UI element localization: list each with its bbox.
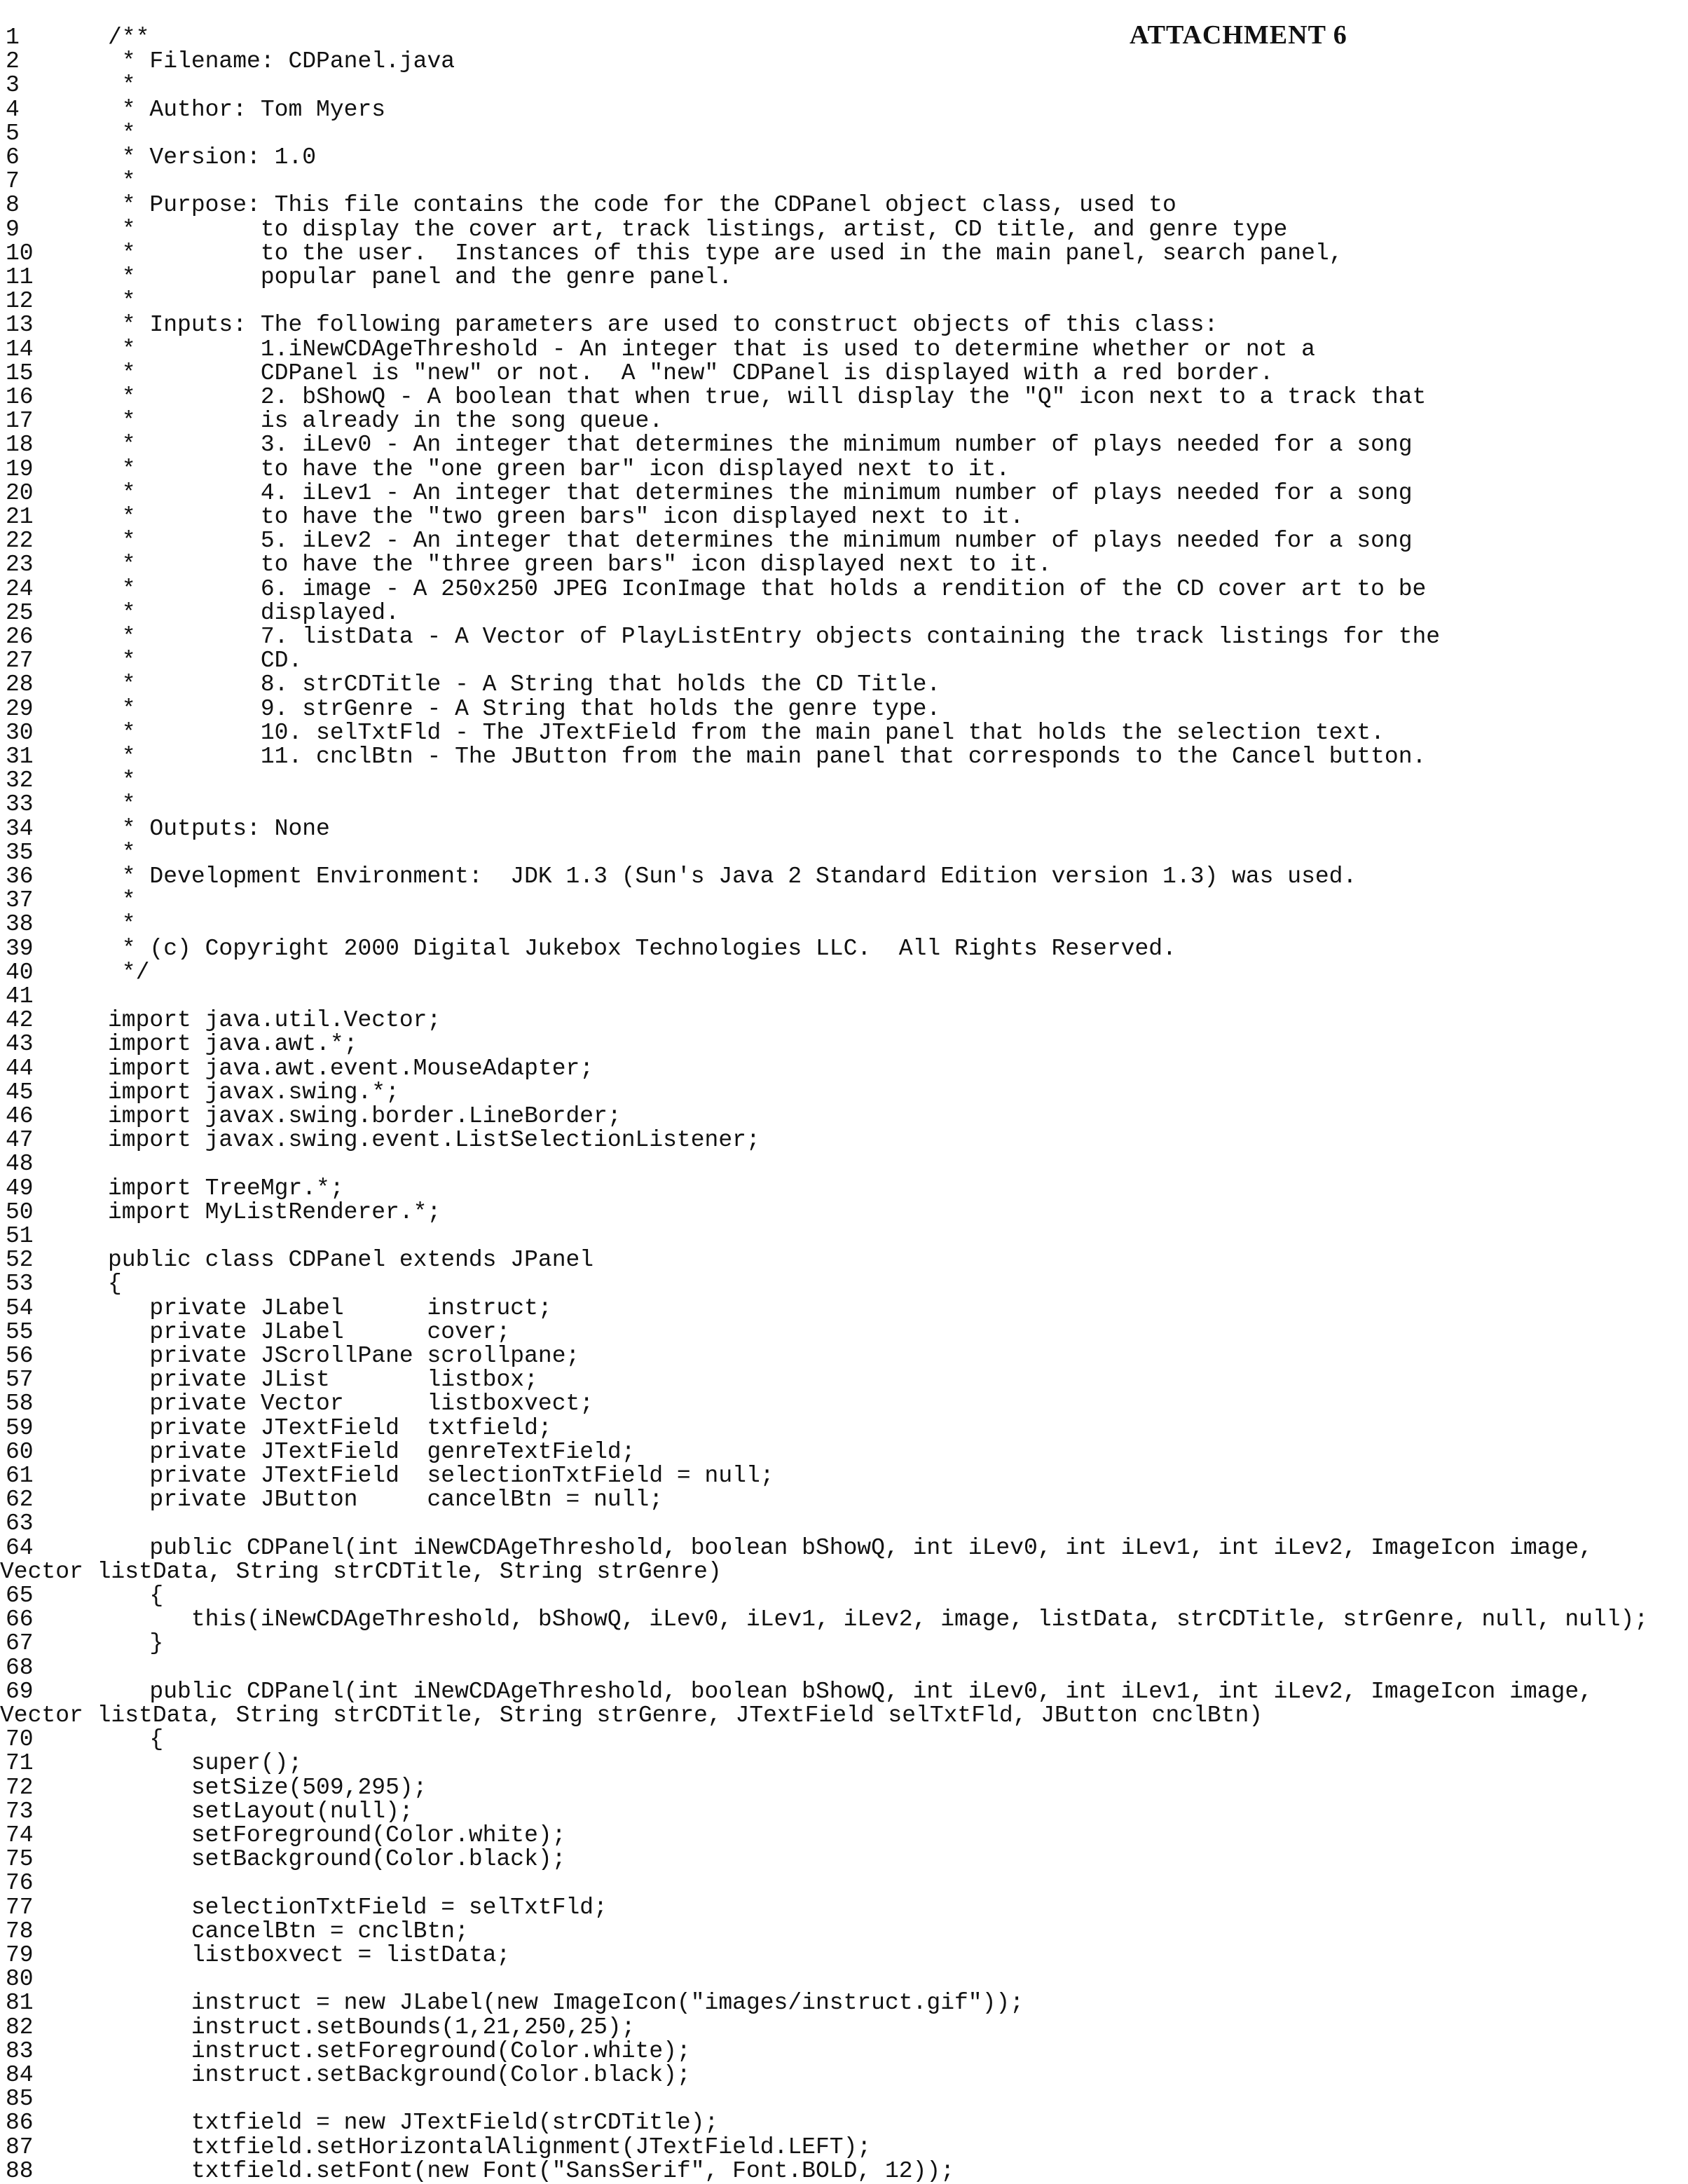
code-line	[0, 1201, 1688, 1224]
code-text: super();	[108, 1752, 302, 1775]
line-number: 56	[6, 1344, 34, 1368]
code-text: * Filename: CDPanel.java	[108, 50, 455, 74]
line-number: 32	[6, 769, 34, 793]
code-text: * Outputs: None	[108, 817, 330, 841]
code-text: private JLabel instruct;	[108, 1297, 552, 1320]
line-number: 2	[6, 50, 20, 74]
code-text: * to display the cover art, track listings, artist, CD title, and genre type	[108, 218, 1287, 242]
code-text: private JTextField txtfield;	[108, 1417, 552, 1440]
line-number: 13	[6, 313, 34, 337]
code-line	[0, 1224, 1688, 1248]
code-line	[0, 553, 1688, 577]
code-line	[0, 1656, 1688, 1680]
code-line	[0, 1464, 1688, 1488]
code-text: * CD.	[108, 649, 302, 673]
code-line	[0, 1248, 1688, 1272]
code-text: txtfield.setHorizontalAlignment(JTextField.LEFT);	[108, 2136, 871, 2159]
code-line	[0, 817, 1688, 841]
line-number: 84	[6, 2063, 34, 2087]
line-number: 53	[6, 1272, 34, 1296]
code-line	[0, 1752, 1688, 1775]
code-text: * to the user. Instances of this type are used in the main panel, search panel,	[108, 242, 1343, 266]
code-line-continuation	[0, 1560, 1688, 1584]
code-line	[0, 1776, 1688, 1800]
line-number: 10	[6, 242, 34, 266]
code-line	[0, 1488, 1688, 1512]
code-text: txtfield = new JTextField(strCDTitle);	[108, 2111, 718, 2135]
code-text: import MyListRenderer.*;	[108, 1201, 441, 1224]
code-line	[0, 937, 1688, 961]
line-number: 40	[6, 961, 34, 985]
line-number: 29	[6, 697, 34, 721]
code-text: public CDPanel(int iNewCDAgeThreshold, boolean bShowQ, int iLev0, int iLev1, int iLev2, ImageIcon image,	[108, 1680, 1593, 1704]
code-line	[0, 1824, 1688, 1848]
code-line	[0, 122, 1688, 146]
code-line	[0, 1057, 1688, 1081]
code-text: private JLabel cover;	[108, 1320, 510, 1344]
code-line	[0, 1512, 1688, 1536]
line-number: 79	[6, 1944, 34, 1967]
line-number: 19	[6, 458, 34, 482]
line-number: 48	[6, 1152, 34, 1176]
code-line	[0, 649, 1688, 673]
code-line	[0, 1081, 1688, 1105]
code-line	[0, 1177, 1688, 1201]
code-line	[0, 1272, 1688, 1296]
line-number: 14	[6, 338, 34, 362]
code-line	[0, 26, 1688, 50]
line-number: 12	[6, 289, 34, 313]
code-text: * 9. strGenre - A String that holds the genre type.	[108, 697, 940, 721]
code-text: * 3. iLev0 - An integer that determines the minimum number of plays needed for a song	[108, 433, 1413, 457]
line-number: 3	[6, 74, 20, 97]
code-line	[0, 1392, 1688, 1416]
code-line	[0, 385, 1688, 409]
code-line	[0, 985, 1688, 1009]
code-text: setSize(509,295);	[108, 1776, 427, 1800]
code-text: * 8. strCDTitle - A String that holds the CD Title.	[108, 673, 940, 697]
code-line	[0, 889, 1688, 913]
code-line	[0, 362, 1688, 385]
code-line	[0, 146, 1688, 170]
line-number: 69	[6, 1680, 34, 1704]
line-number: 81	[6, 1991, 34, 2015]
code-text: * 1.iNewCDAgeThreshold - An integer that is used to determine whether or not a	[108, 338, 1315, 362]
code-line	[0, 625, 1688, 649]
line-number: 46	[6, 1105, 34, 1128]
code-line	[0, 1896, 1688, 1920]
line-number: 33	[6, 793, 34, 817]
code-text: {	[108, 1272, 122, 1296]
line-number: 71	[6, 1752, 34, 1775]
code-text: *	[108, 74, 136, 97]
line-number: 57	[6, 1368, 34, 1392]
code-text: *	[108, 289, 136, 313]
code-line	[0, 2087, 1688, 2111]
code-text: * Purpose: This file contains the code for the CDPanel object class, used to	[108, 193, 1176, 217]
code-line	[0, 193, 1688, 217]
line-number: 35	[6, 841, 34, 865]
code-line	[0, 338, 1688, 362]
code-line	[0, 841, 1688, 865]
code-line	[0, 961, 1688, 985]
line-number: 39	[6, 937, 34, 961]
code-text: import javax.swing.border.LineBorder;	[108, 1105, 622, 1128]
line-number: 1	[6, 26, 20, 50]
code-text: * Inputs: The following parameters are used to construct objects of this class:	[108, 313, 1218, 337]
line-number: 17	[6, 409, 34, 433]
line-number: 70	[6, 1728, 34, 1752]
code-text: import java.awt.*;	[108, 1032, 357, 1056]
code-text: import TreeMgr.*;	[108, 1177, 344, 1201]
code-text: listboxvect = listData;	[108, 1944, 510, 1967]
code-text: private JTextField selectionTxtField = null;	[108, 1464, 774, 1488]
code-text: * displayed.	[108, 601, 399, 625]
code-text: *	[108, 793, 136, 817]
code-text: import java.util.Vector;	[108, 1009, 441, 1032]
code-line	[0, 458, 1688, 482]
line-number: 66	[6, 1608, 34, 1632]
line-number: 88	[6, 2159, 34, 2183]
code-line	[0, 529, 1688, 553]
code-text: private JTextField genreTextField;	[108, 1440, 636, 1464]
line-number: 47	[6, 1128, 34, 1152]
code-text: instruct.setForeground(Color.white);	[108, 2040, 691, 2063]
code-text: * to have the "three green bars" icon displayed next to it.	[108, 553, 1052, 577]
code-line	[0, 409, 1688, 433]
line-number: 28	[6, 673, 34, 697]
line-number: 26	[6, 625, 34, 649]
code-line	[0, 433, 1688, 457]
code-line	[0, 482, 1688, 505]
line-number: 50	[6, 1201, 34, 1224]
line-number: 55	[6, 1320, 34, 1344]
code-text: * 7. listData - A Vector of PlayListEntry objects containing the track listings for the	[108, 625, 1440, 649]
code-text: cancelBtn = cnclBtn;	[108, 1920, 469, 1944]
code-line	[0, 1920, 1688, 1944]
line-number: 11	[6, 266, 34, 289]
code-text: * Author: Tom Myers	[108, 98, 385, 122]
code-line	[0, 313, 1688, 337]
code-line	[0, 218, 1688, 242]
code-text: * is already in the song queue.	[108, 409, 663, 433]
code-text: instruct = new JLabel(new ImageIcon("images/instruct.gif"));	[108, 1991, 1024, 2015]
line-number: 82	[6, 2016, 34, 2040]
code-line	[0, 1344, 1688, 1368]
code-text: *	[108, 913, 136, 936]
code-text: * Development Environment: JDK 1.3 (Sun's Java 2 Standard Edition version 1.3) was used.	[108, 865, 1357, 889]
line-number: 22	[6, 529, 34, 553]
code-line	[0, 769, 1688, 793]
code-text: *	[108, 889, 136, 913]
line-number: 77	[6, 1896, 34, 1920]
line-number: 41	[6, 985, 34, 1009]
code-line	[0, 1105, 1688, 1128]
code-text: private JScrollPane scrollpane;	[108, 1344, 579, 1368]
code-text: * to have the "one green bar" icon displayed next to it.	[108, 458, 1010, 482]
line-number: 73	[6, 1800, 34, 1824]
code-line	[0, 2159, 1688, 2183]
code-line	[0, 98, 1688, 122]
line-number: 83	[6, 2040, 34, 2063]
code-line	[0, 1800, 1688, 1824]
code-line	[0, 74, 1688, 97]
line-number: 68	[6, 1656, 34, 1680]
code-line	[0, 1608, 1688, 1632]
code-line	[0, 1440, 1688, 1464]
line-number: 8	[6, 193, 20, 217]
code-line	[0, 721, 1688, 745]
line-number: 86	[6, 2111, 34, 2135]
line-number: 38	[6, 913, 34, 936]
code-line	[0, 2016, 1688, 2040]
code-line	[0, 865, 1688, 889]
code-text: * 5. iLev2 - An integer that determines the minimum number of plays needed for a song	[108, 529, 1413, 553]
line-number: 74	[6, 1824, 34, 1848]
code-text: }	[108, 1632, 163, 1656]
line-number: 21	[6, 505, 34, 529]
code-text: * 10. selTxtFld - The JTextField from the main panel that holds the selection text.	[108, 721, 1385, 745]
code-text: * to have the "two green bars" icon displayed next to it.	[108, 505, 1024, 529]
code-line	[0, 1009, 1688, 1032]
line-number: 52	[6, 1248, 34, 1272]
code-text: */	[108, 961, 149, 985]
line-number: 16	[6, 385, 34, 409]
line-number: 85	[6, 2087, 34, 2111]
code-line	[0, 170, 1688, 193]
line-number: 54	[6, 1297, 34, 1320]
line-number: 45	[6, 1081, 34, 1105]
line-number: 63	[6, 1512, 34, 1536]
code-line	[0, 673, 1688, 697]
code-text: setLayout(null);	[108, 1800, 413, 1824]
line-number: 31	[6, 745, 34, 769]
code-text-continuation: Vector listData, String strCDTitle, String strGenre)	[0, 1560, 722, 1584]
code-line	[0, 1871, 1688, 1895]
code-text: {	[108, 1584, 163, 1608]
line-number: 42	[6, 1009, 34, 1032]
code-text: private JButton cancelBtn = null;	[108, 1488, 663, 1512]
line-number: 78	[6, 1920, 34, 1944]
code-line	[0, 2111, 1688, 2135]
code-text: *	[108, 769, 136, 793]
code-text: *	[108, 841, 136, 865]
line-number: 87	[6, 2136, 34, 2159]
line-number: 65	[6, 1584, 34, 1608]
code-text: * 2. bShowQ - A boolean that when true, will display the "Q" icon next to a track that	[108, 385, 1426, 409]
code-line	[0, 2063, 1688, 2087]
code-line	[0, 1991, 1688, 2015]
line-number: 61	[6, 1464, 34, 1488]
code-text: this(iNewCDAgeThreshold, bShowQ, iLev0, iLev1, iLev2, image, listData, strCDTitle, strGenre, null, null);	[108, 1608, 1648, 1632]
line-number: 36	[6, 865, 34, 889]
line-number: 58	[6, 1392, 34, 1416]
code-line	[0, 50, 1688, 74]
line-number: 43	[6, 1032, 34, 1056]
code-text: selectionTxtField = selTxtFld;	[108, 1896, 608, 1920]
line-number: 75	[6, 1848, 34, 1871]
code-text: public class CDPanel extends JPanel	[108, 1248, 593, 1272]
line-number: 62	[6, 1488, 34, 1512]
code-line	[0, 266, 1688, 289]
code-line	[0, 1297, 1688, 1320]
code-text: *	[108, 122, 136, 146]
code-line	[0, 2040, 1688, 2063]
code-text: setForeground(Color.white);	[108, 1824, 566, 1848]
code-text: import java.awt.event.MouseAdapter;	[108, 1057, 593, 1081]
code-text: import javax.swing.event.ListSelectionListener;	[108, 1128, 760, 1152]
code-line	[0, 697, 1688, 721]
code-text: private Vector listboxvect;	[108, 1392, 593, 1416]
code-text: * Version: 1.0	[108, 146, 316, 170]
code-line	[0, 601, 1688, 625]
code-text: import javax.swing.*;	[108, 1081, 399, 1105]
line-number: 25	[6, 601, 34, 625]
line-number: 27	[6, 649, 34, 673]
code-text: * 4. iLev1 - An integer that determines the minimum number of plays needed for a song	[108, 482, 1413, 505]
code-text-continuation: Vector listData, String strCDTitle, String strGenre, JTextField selTxtFld, JButton cnclBtn)	[0, 1704, 1263, 1728]
code-line	[0, 1944, 1688, 1967]
code-text: * 6. image - A 250x250 JPEG IconImage that holds a rendition of the CD cover art to be	[108, 578, 1426, 601]
code-line	[0, 505, 1688, 529]
code-line	[0, 913, 1688, 936]
line-number: 18	[6, 433, 34, 457]
line-number: 5	[6, 122, 20, 146]
code-text: public CDPanel(int iNewCDAgeThreshold, boolean bShowQ, int iLev0, int iLev1, int iLev2, ImageIcon image,	[108, 1536, 1593, 1560]
code-text: * (c) Copyright 2000 Digital Jukebox Technologies LLC. All Rights Reserved.	[108, 937, 1176, 961]
line-number: 24	[6, 578, 34, 601]
code-line	[0, 1584, 1688, 1608]
code-text: setBackground(Color.black);	[108, 1848, 566, 1871]
code-text: txtfield.setFont(new Font("SansSerif", Font.BOLD, 12));	[108, 2159, 954, 2183]
line-number: 7	[6, 170, 20, 193]
code-text: {	[108, 1728, 163, 1752]
code-line	[0, 1032, 1688, 1056]
line-number: 37	[6, 889, 34, 913]
code-line	[0, 1128, 1688, 1152]
line-number: 72	[6, 1776, 34, 1800]
line-number: 76	[6, 1871, 34, 1895]
line-number: 6	[6, 146, 20, 170]
code-text: * 11. cnclBtn - The JButton from the main panel that corresponds to the Cancel button.	[108, 745, 1426, 769]
line-number: 49	[6, 1177, 34, 1201]
line-number: 15	[6, 362, 34, 385]
line-number: 30	[6, 721, 34, 745]
code-line	[0, 1848, 1688, 1871]
line-number: 64	[6, 1536, 34, 1560]
code-line	[0, 1320, 1688, 1344]
code-text: *	[108, 170, 136, 193]
code-text: * CDPanel is "new" or not. A "new" CDPanel is displayed with a red border.	[108, 362, 1273, 385]
line-number: 20	[6, 482, 34, 505]
line-number: 59	[6, 1417, 34, 1440]
code-line	[0, 1536, 1688, 1560]
code-text: /**	[108, 26, 149, 50]
code-line	[0, 1368, 1688, 1392]
line-number: 23	[6, 553, 34, 577]
code-line	[0, 1680, 1688, 1704]
line-number: 9	[6, 218, 20, 242]
line-number: 44	[6, 1057, 34, 1081]
code-line	[0, 1967, 1688, 1991]
code-text: * popular panel and the genre panel.	[108, 266, 732, 289]
line-number: 80	[6, 1967, 34, 1991]
code-line	[0, 2136, 1688, 2159]
code-line	[0, 1417, 1688, 1440]
line-number: 34	[6, 817, 34, 841]
code-line	[0, 578, 1688, 601]
code-text: instruct.setBackground(Color.black);	[108, 2063, 691, 2087]
code-line	[0, 289, 1688, 313]
line-number: 60	[6, 1440, 34, 1464]
code-line	[0, 745, 1688, 769]
code-line	[0, 1728, 1688, 1752]
code-line	[0, 793, 1688, 817]
line-number: 67	[6, 1632, 34, 1656]
code-text: instruct.setBounds(1,21,250,25);	[108, 2016, 636, 2040]
attachment-heading: ATTACHMENT 6	[1130, 20, 1347, 50]
code-line-continuation	[0, 1704, 1688, 1728]
code-line	[0, 242, 1688, 266]
code-line	[0, 1152, 1688, 1176]
line-number: 51	[6, 1224, 34, 1248]
code-line	[0, 1632, 1688, 1656]
code-text: private JList listbox;	[108, 1368, 538, 1392]
line-number: 4	[6, 98, 20, 122]
